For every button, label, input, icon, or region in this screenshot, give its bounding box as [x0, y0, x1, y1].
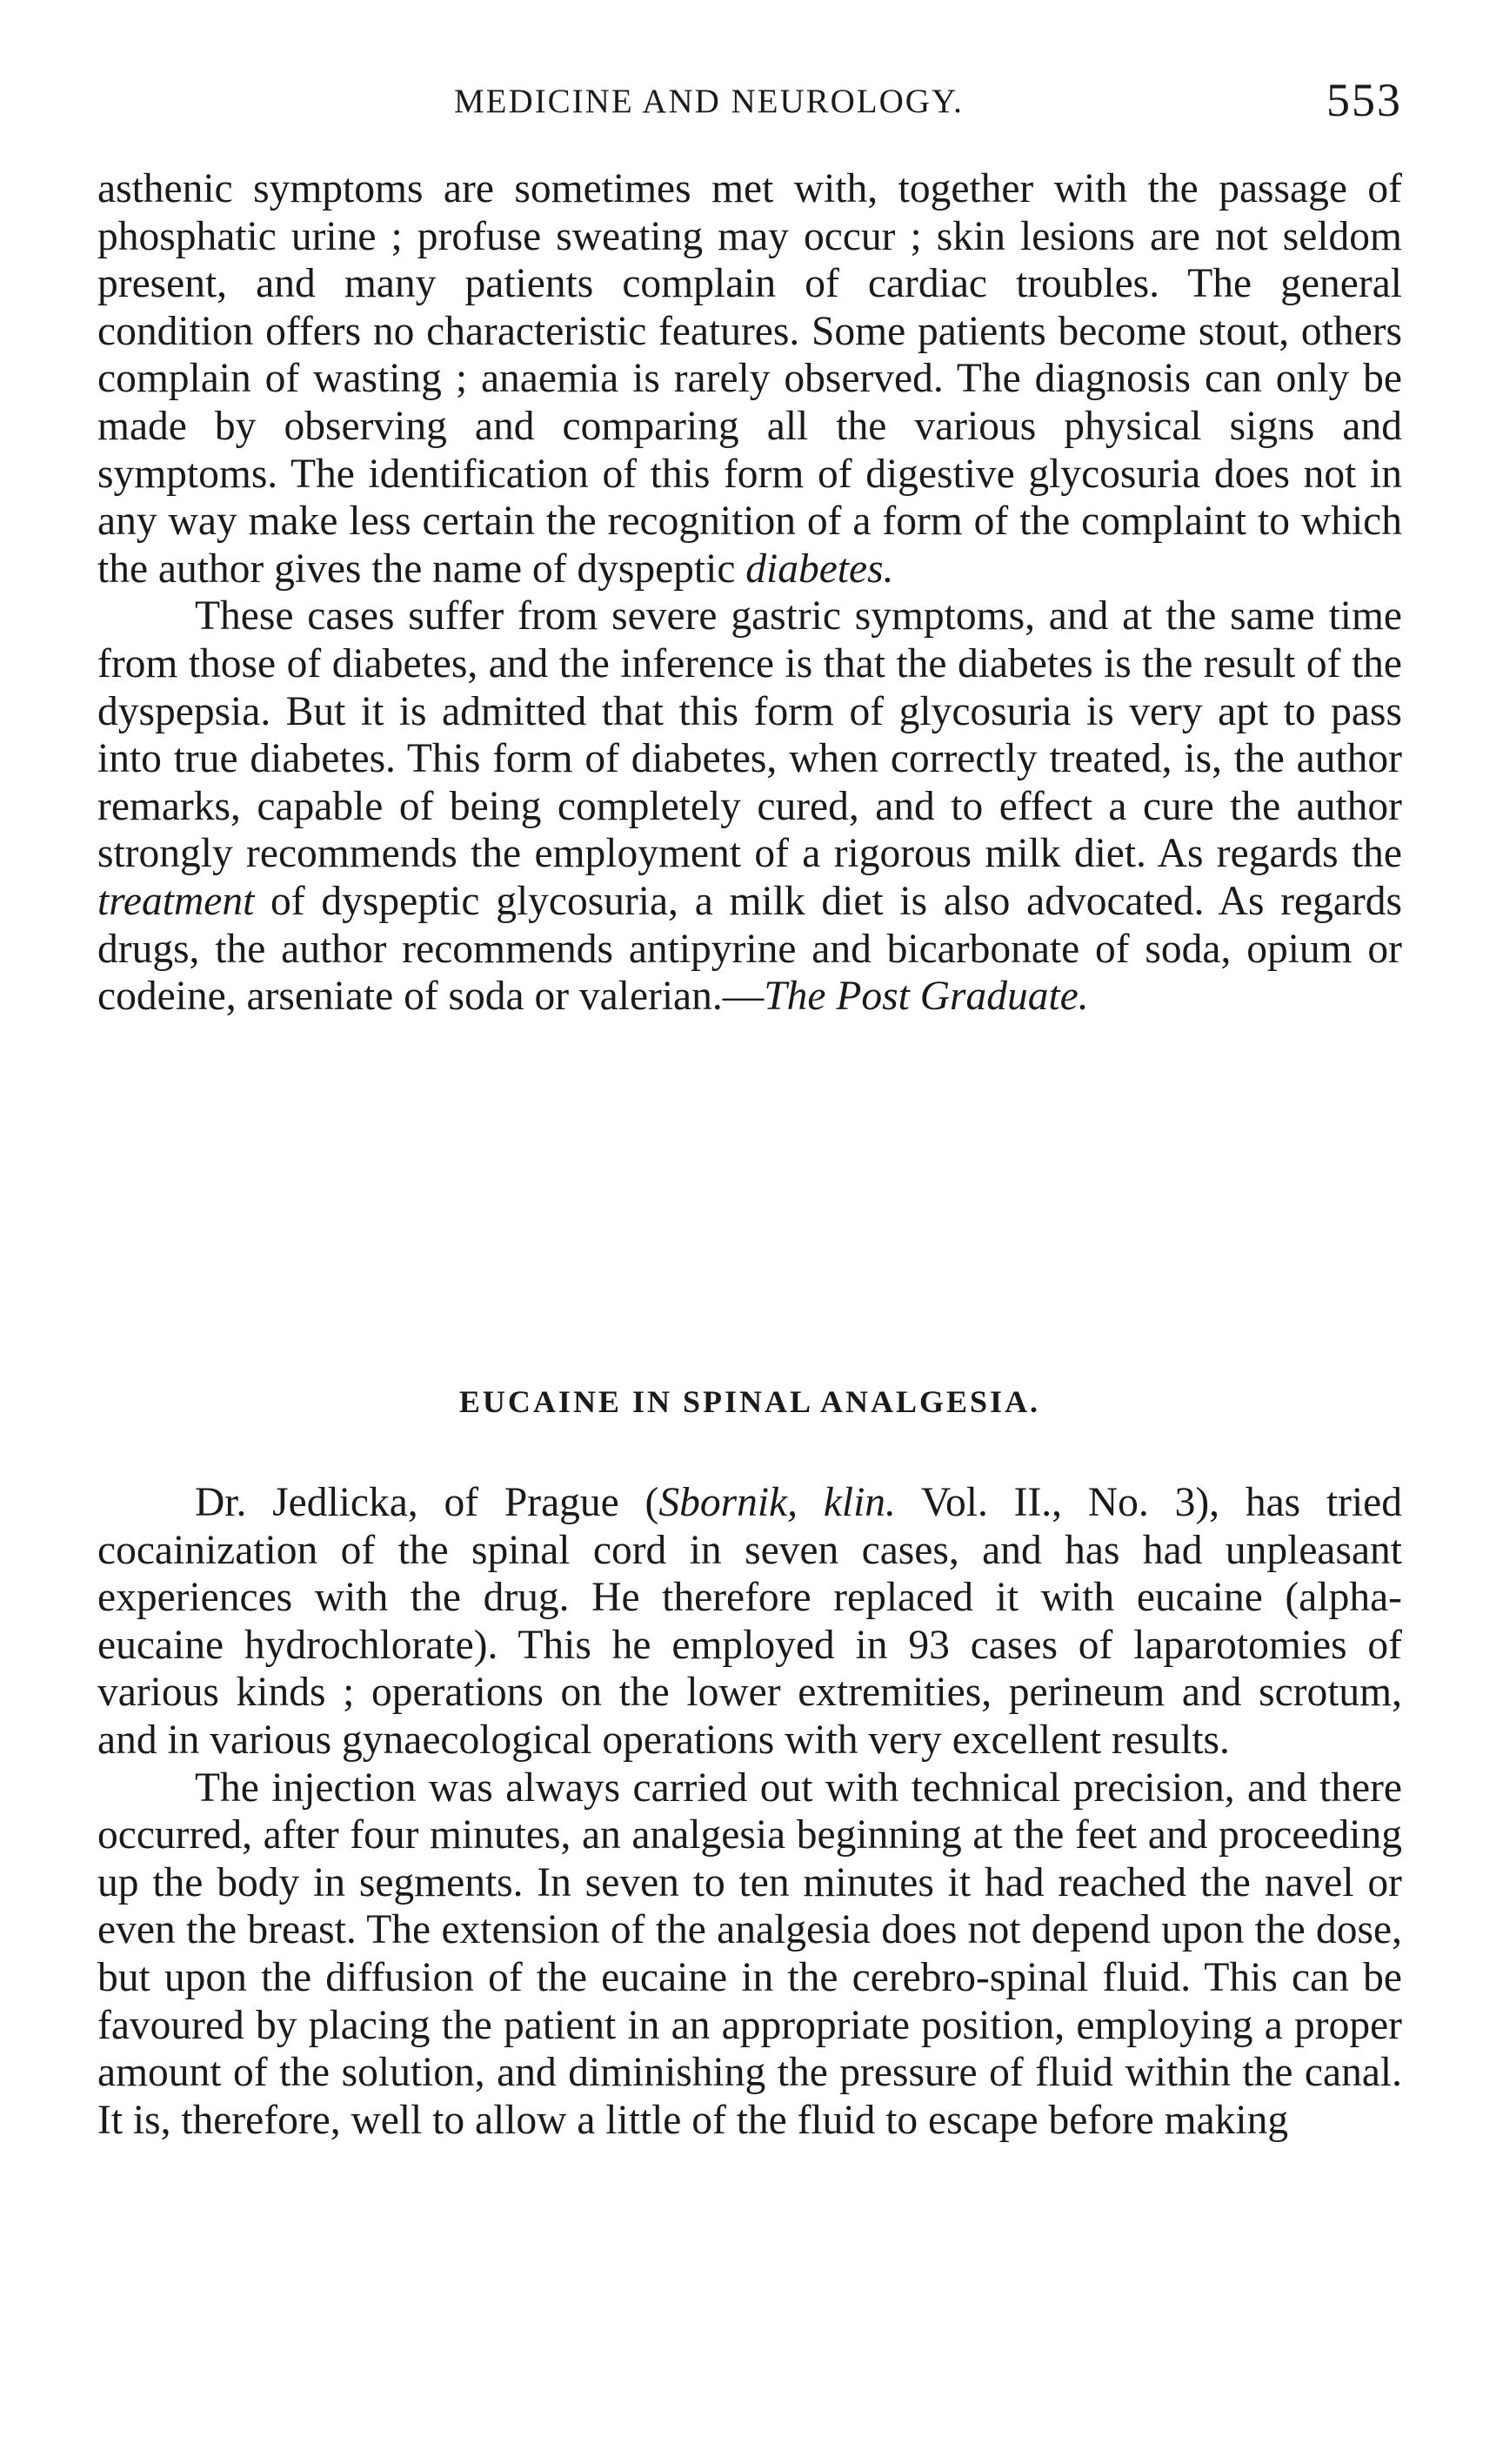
paragraph [97, 1764, 1402, 2145]
journal-citation: Sbornik, klin. [658, 1480, 896, 1525]
paragraph-text: These cases suffer from severe gastric symptoms, and at the same time from those of diabetes, and the inference is that the diabetes is the result of the dyspepsia. But it is admitted that this form of glycosuria is very apt to pass into true diabetes. This form of diabetes, when correctly treated, is, the author remarks, capable of being completely cured, and to effect a cure the author strongly recommends the employment of a rigorous milk diet. As regards the [97, 593, 1402, 877]
paragraph-text: of dyspeptic glycosuria, a milk diet is also advocated. As regards drugs, the author recommends antipyrine and bicarbonate of soda, opium or codeine, arseniate of soda or valerian.— [97, 878, 1402, 1020]
section-heading-block [97, 1383, 1402, 1420]
page-number: 553 [1326, 74, 1402, 126]
paragraph [97, 1479, 1402, 1764]
section-heading: EUCAINE IN SPINAL ANALGESIA. [458, 1384, 1041, 1419]
source-citation: The Post Graduate. [764, 974, 1089, 1020]
italic-term: diabetes. [745, 546, 894, 592]
paragraph [97, 165, 1402, 593]
paragraph-text: The injection was always carried out with technical precision, and there occurred, after four minutes, an analgesia beginning at the feet and proceeding up the body in segments. In seven to ten minutes it had reached the navel or even the breast. The extension of the analgesia does not depend upon the dose, but upon the diffusion of the eucaine in the cerebro-spinal fluid. This can be favoured by placing the patient in an appropriate position, employing a proper amount of the solution, and diminishing the pressure of fluid within the canal. It is, therefore, well to allow a little of the fluid to escape before making [97, 1764, 1402, 2143]
article-dyspeptic-diabetes [97, 165, 1402, 1021]
running-header [97, 70, 1402, 139]
paragraph-text: asthenic symptoms are sometimes met with, together with the passage of phosphatic urine ; profuse sweating may occur ; skin lesions are not seldom present, and many patients complain of cardiac troubles. The general condition offers no characteristic features. Some patients become stout, others complain of wasting ; anaemia is rarely observed. The diagnosis can only be made by observing and comparing all the various physical signs and symptoms. The identification of this form of digestive glycosuria does not in any way make less certain the recognition of a form of the complaint to which the author gives the name of dyspeptic [97, 166, 1402, 592]
running-title: MEDICINE AND NEUROLOGY. [454, 83, 964, 120]
italic-term: treatment [97, 878, 255, 924]
paragraph-text: Dr. Jedlicka, of Prague ( [195, 1480, 659, 1525]
paragraph-text: Vol. II., No. 3), has tried cocainization of the spinal cord in seven cases, and has had unpleasant experiences with the drug. He therefore replaced it with eucaine (alpha-eucaine hydrochlorate). This he employed in 93 cases of laparotomies of various kinds ; operations on the lower extremities, perineum and scrotum, and in various gynaecological operations with very excellent results. [97, 1480, 1402, 1763]
paragraph [97, 593, 1402, 1020]
article-eucaine [97, 1479, 1402, 2144]
